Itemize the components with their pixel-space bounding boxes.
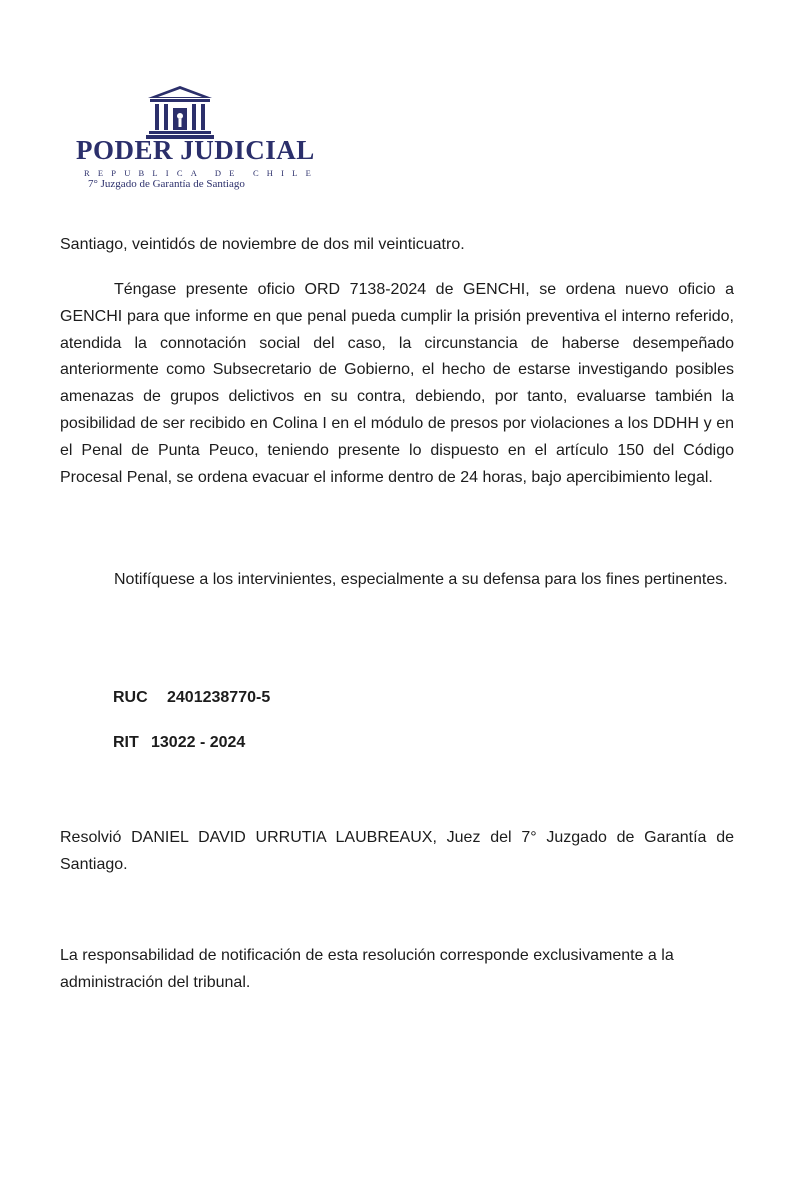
responsibility-notice: La responsabilidad de notificación de esta resolución corresponde exclusivamente a la administración del tribunal. [60, 947, 674, 991]
courthouse-icon [146, 84, 214, 140]
notification-paragraph: Notifíquese a los intervinientes, especialmente a su defensa para los fines pertinentes. [114, 571, 728, 588]
org-name: PODER JUDICIAL [76, 135, 315, 165]
ruc-label: RUC [113, 689, 148, 706]
org-country: REPUBLICA DE CHILE [84, 168, 319, 178]
letterhead [60, 80, 319, 190]
org-court: 7° Juzgado de Garantía de Santiago [88, 178, 245, 190]
rit-row [113, 734, 245, 752]
rit-label: RIT [113, 734, 139, 751]
ruc-value: 2401238770-5 [167, 689, 271, 706]
resolution-paragraph: Téngase presente oficio ORD 7138-2024 de GENCHI, se ordena nuevo oficio a GENCHI para que informe en que penal pueda cumplir la prisión preventiva el interno referido, atendida la connotación social del caso, la circunstancia de haberse desempeñado anteriormente como Subsecretario de Gobierno, el hecho de estarse investigando posibles amenazas de grupos delictivos en su contra, debiendo, por tanto, evaluarse también la posibilidad de ser recibido en Colina I en el módulo de presos por violaciones a los DDHH y en el Penal de Punta Peuco, teniendo presente lo dispuesto en el artículo 150 del Código Procesal Penal, se ordena evacuar el informe dentro de 24 horas, bajo apercibimiento legal. [60, 281, 734, 486]
ruc-row [113, 689, 270, 707]
rit-value: 13022 - 2024 [151, 734, 246, 751]
date-line: Santiago, veintidós de noviembre de dos mil veinticuatro. [60, 236, 465, 253]
resolved-by: Resolvió DANIEL DAVID URRUTIA LAUBREAUX, Juez del 7° Juzgado de Garantía de Santiago. [60, 829, 734, 873]
